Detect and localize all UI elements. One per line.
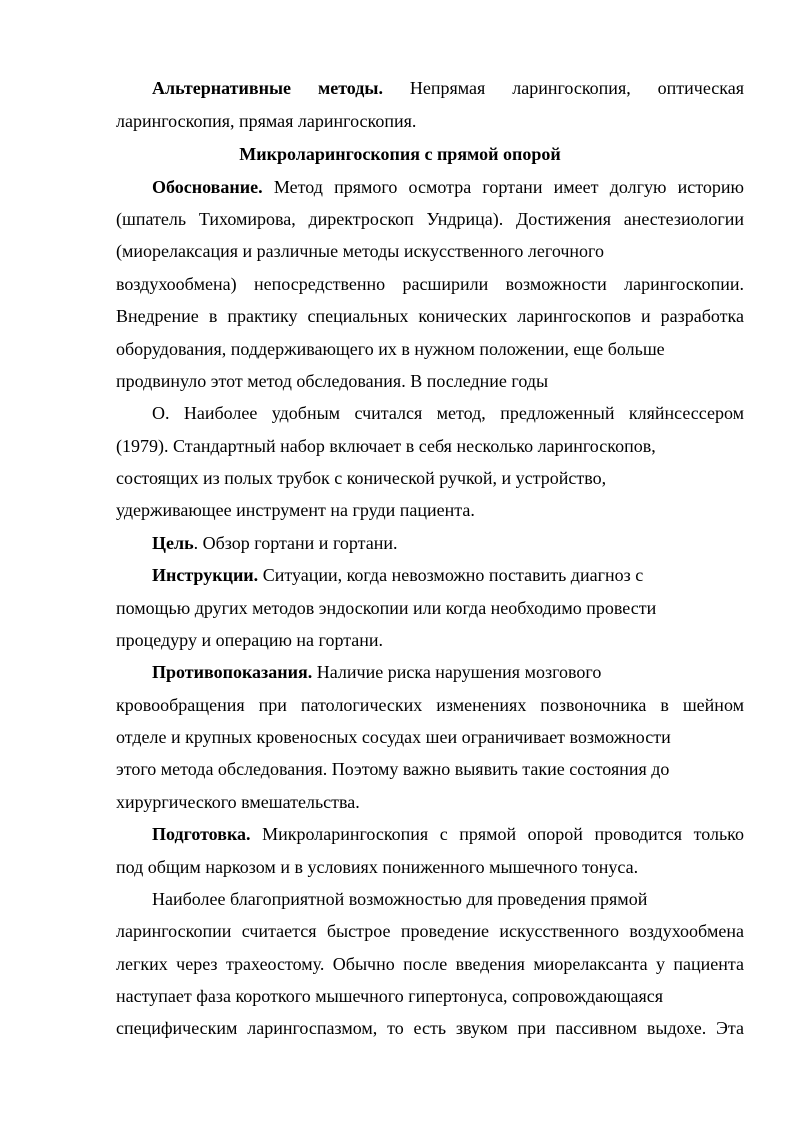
alt-methods-line-2: ларингоскопия, прямая ларингоскопия. <box>116 111 417 131</box>
rationale-line-6: оборудования, поддерживающего их в нужном положении, еще больше <box>116 339 665 359</box>
method-line-2: (1979). Стандартный набор включает в себя несколько ларингоскопов, <box>116 436 656 456</box>
prep-line-2: под общим наркозом и в условиях пониженного мышечного тонуса. <box>116 857 639 877</box>
method-line-4: удерживающее инструмент на груди пациента. <box>116 500 475 520</box>
best-line-5: специфическим ларингоспазмом, то есть звуком при пассивном выдохе. Эта <box>116 1018 744 1038</box>
rationale-label: Обоснование. <box>152 177 263 197</box>
instructions-label: Инструкции. <box>152 565 259 585</box>
alt-methods-line-1: Альтернативные методы. Непрямая ларингоскопия, оптическая <box>152 78 744 98</box>
rationale-line-1: Обоснование. Метод прямого осмотра гортани имеет долгую историю <box>152 177 745 197</box>
contra-line-2: кровообращения при патологических изменениях позвоночника в шейном <box>116 695 744 715</box>
contra-line-4: этого метода обследования. Поэтому важно выявить такие состояния до <box>116 759 670 779</box>
rationale-line-5: Внедрение в практику специальных конических ларингоскопов и разработка <box>116 306 744 326</box>
contra-line-3: отделе и крупных кровеносных сосудах шеи ограничивает возможности <box>116 727 671 747</box>
prep-label: Подготовка. <box>152 824 251 844</box>
rationale-line-3: (миорелаксация и различные методы искусственного легочного <box>116 241 604 261</box>
method-line-1: О. Наиболее удобным считался метод, предложенный кляйнсессером <box>152 403 744 423</box>
method-line-3: состоящих из полых трубок с конической ручкой, и устройство, <box>116 468 607 488</box>
instructions-line-2: помощью других методов эндоскопии или когда необходимо провести <box>116 598 657 618</box>
instructions-line-1: Инструкции. Ситуации, когда невозможно поставить диагноз с <box>152 565 644 585</box>
prep-line-1: Подготовка. Микроларингоскопия с прямой опорой проводится только <box>152 824 745 844</box>
contra-line-1: Противопоказания. Наличие риска нарушения мозгового <box>152 662 602 682</box>
rationale-line-7: продвинуло этот метод обследования. В последние годы <box>116 371 549 391</box>
rationale-line-4: воздухообмена) непосредственно расширили возможности ларингоскопии. <box>116 274 744 294</box>
goal-line: Цель. Обзор гортани и гортани. <box>152 533 398 553</box>
best-line-1: Наиболее благоприятной возможностью для проведения прямой <box>152 889 648 909</box>
instructions-line-3: процедуру и операцию на гортани. <box>116 630 384 650</box>
alt-methods-label: Альтернативные методы. <box>152 78 383 98</box>
best-line-2: ларингоскопии считается быстрое проведение искусственного воздухообмена <box>116 921 744 941</box>
best-line-3: легких через трахеостому. Обычно после введения миорелаксанта у пациента <box>116 954 744 974</box>
goal-label: Цель <box>152 533 194 553</box>
best-line-4: наступает фаза короткого мышечного гипертонуса, сопровождающаяся <box>116 986 664 1006</box>
contra-line-5: хирургического вмешательства. <box>116 792 360 812</box>
contra-label: Противопоказания. <box>152 662 313 682</box>
section-heading: Микроларингоскопия с прямой опорой <box>239 144 561 164</box>
rationale-line-2: (шпатель Тихомирова, директроскоп Ундрица). Достижения анестезиологии <box>116 209 744 229</box>
